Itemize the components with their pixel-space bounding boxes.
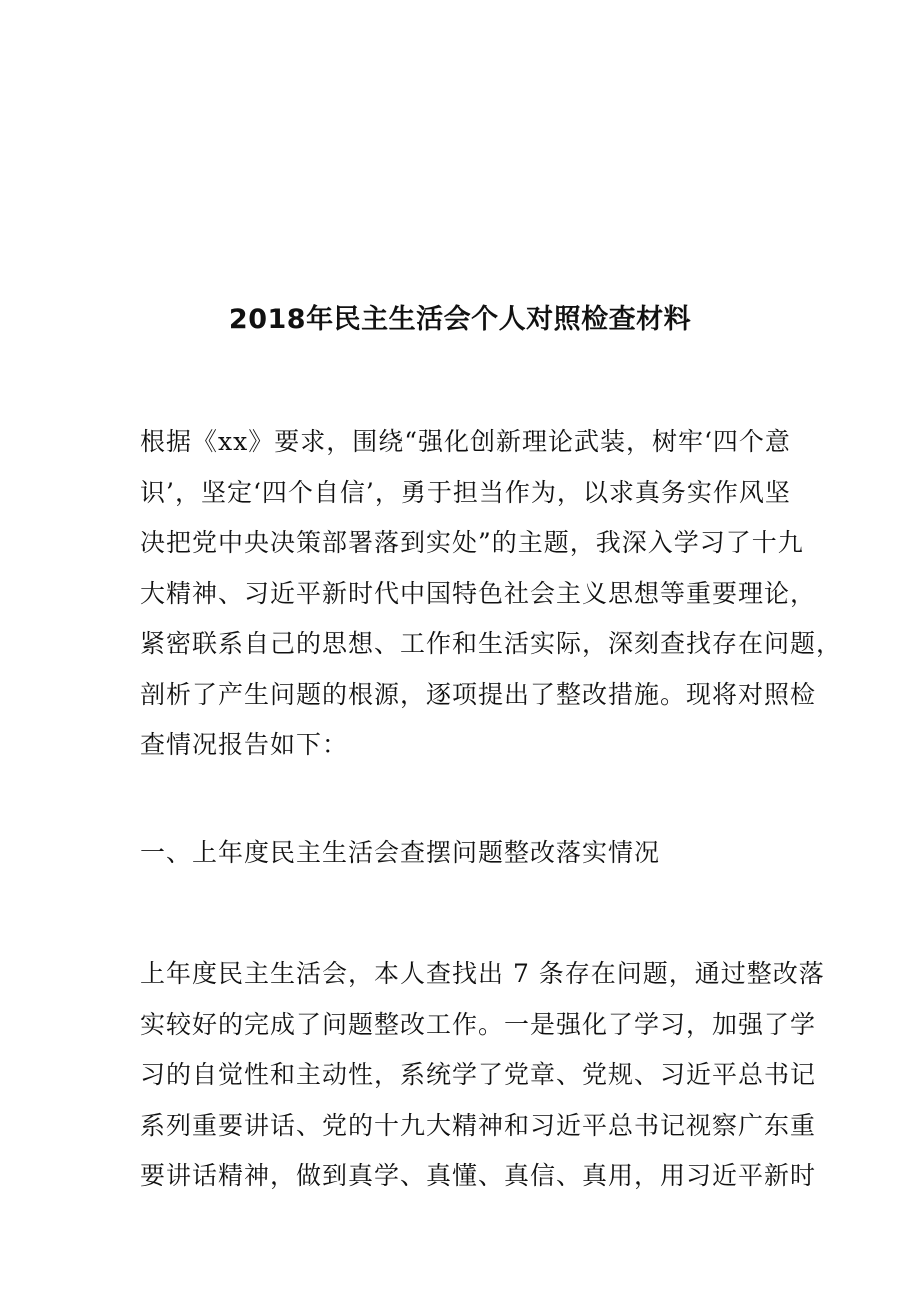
document-title: 2018年民主生活会个人对照检查材料 bbox=[228, 304, 692, 335]
paragraph-line: 紧密联系自己的思想、工作和生活实际，深刻查找存在问题， bbox=[140, 629, 843, 658]
paragraph-line: 大精神、习近平新时代中国特色社会主义思想等重要理论， bbox=[140, 578, 817, 608]
paragraph-line: 习的自觉性和主动性，系统学了党章、党规、习近平总书记 bbox=[140, 1060, 817, 1089]
paragraph-line: 上年度民主生活会，本人查找出 7 条存在问题，通过整改落 bbox=[140, 959, 825, 988]
paragraph-line: 根据《xx》要求，围绕“强化创新理论武装，树牢‘四个意 bbox=[140, 427, 791, 456]
paragraph-line: 决把党中央决策部署落到实处”的主题，我深入学习了十九 bbox=[140, 528, 804, 557]
section-heading bbox=[140, 828, 790, 879]
section-paragraph bbox=[140, 949, 825, 1202]
paragraph-line: 查情况报告如下： bbox=[140, 730, 349, 759]
section-heading-text: 一、上年度民主生活会查摆问题整改落实情况 bbox=[140, 838, 661, 867]
paragraph-line: 识’，坚定‘四个自信’，勇于担当作为，以求真务实作风坚 bbox=[140, 477, 791, 507]
paragraph-line: 剖析了产生问题的根源，逐项提出了整改措施。现将对照检 bbox=[140, 679, 817, 709]
intro-paragraph bbox=[140, 417, 843, 771]
paragraph-line: 系列重要讲话、党的十九大精神和习近平总书记视察广东重 bbox=[140, 1110, 817, 1140]
paragraph-line: 要讲话精神，做到真学、真懂、真信、真用，用习近平新时 bbox=[140, 1161, 817, 1190]
paragraph-line: 实较好的完成了问题整改工作。一是强化了学习，加强了学 bbox=[140, 1009, 817, 1039]
